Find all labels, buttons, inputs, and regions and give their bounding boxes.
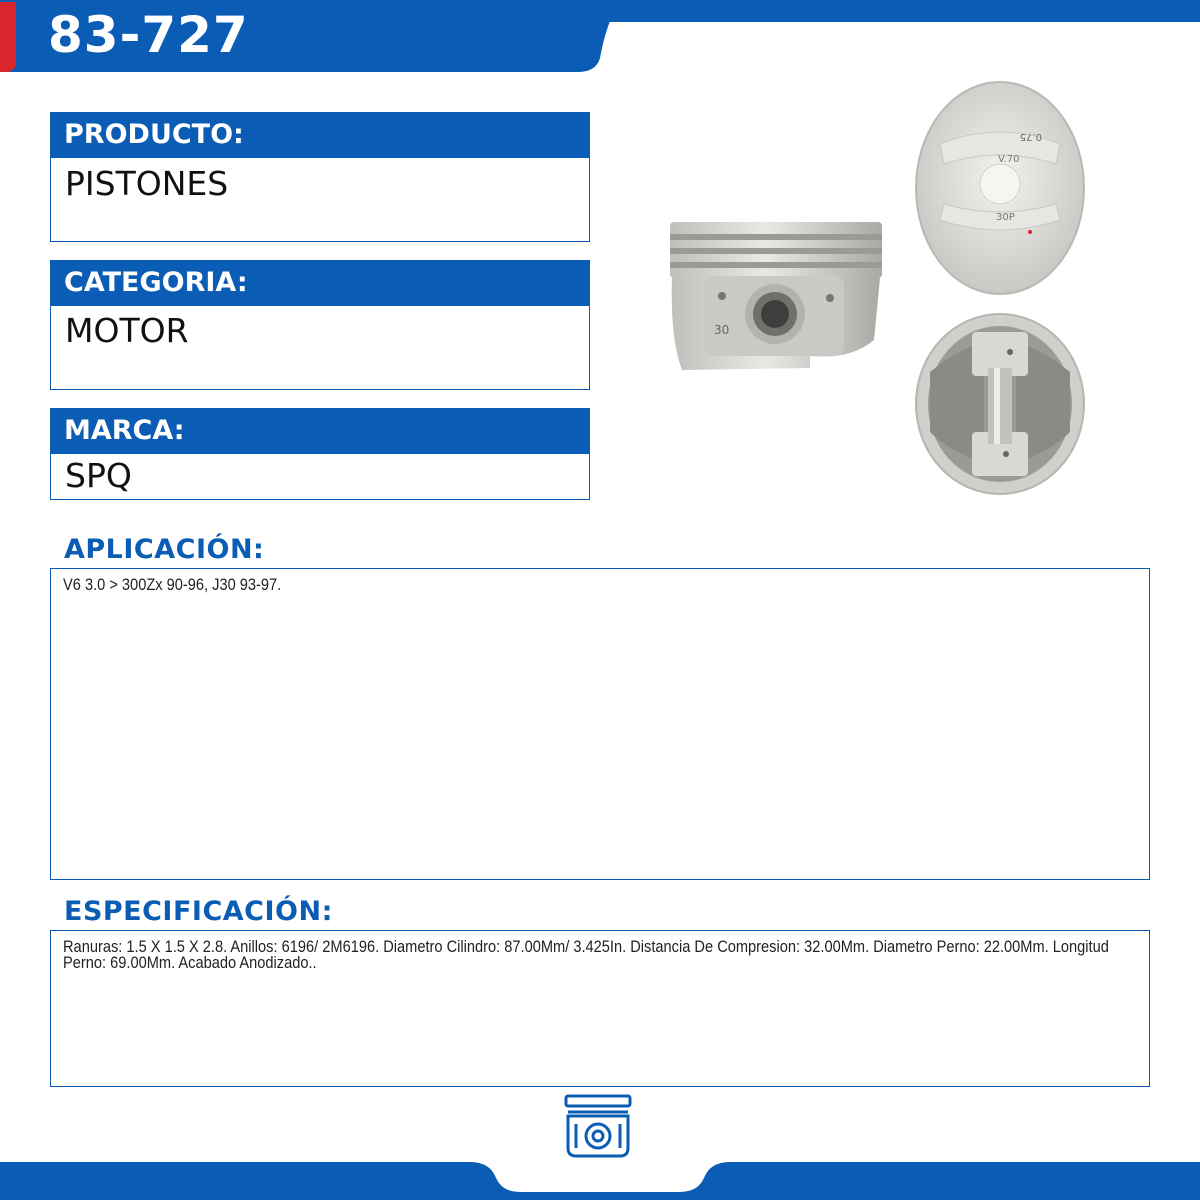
producto-value: PISTONES [50,158,590,242]
piston-icon [560,1092,636,1162]
especificacion-title: ESPECIFICACIÓN: [64,896,333,927]
piston-side-photo [660,210,890,375]
marca-value: SPQ [50,454,590,500]
top-mark-1: 0.75 [1019,131,1042,142]
piston-top-photo [910,80,1090,300]
categoria-field [50,260,590,390]
aplicacion-text: V6 3.0 > 300Zx 90-96, J30 93-97. [63,575,282,594]
marca-label: MARCA: [50,408,590,454]
part-number-title: 83-727 [48,6,249,64]
aplicacion-box [50,568,1150,880]
especificacion-text: Ranuras: 1.5 X 1.5 X 2.8. Anillos: 6196/ 2M6196. Diametro Cilindro: 87.00Mm/ 3.425In. Distancia De Compresion: 32.00Mm. Diametro Perno: 22.00Mm. Longitud Perno: 69.00Mm. Acabado Anodizado.. [63,937,1109,972]
motor-badge-label: MOTOR [568,1162,632,1180]
piston-bottom-photo [910,312,1090,500]
side-mark: 30 [714,323,730,337]
categoria-value: MOTOR [50,306,590,390]
especificacion-box [50,930,1150,1087]
producto-label: PRODUCTO: [50,112,590,158]
marca-field [50,408,590,500]
categoria-label: CATEGORIA: [50,260,590,306]
top-mark-3: 30P [996,212,1015,223]
producto-field [50,112,590,242]
aplicacion-title: APLICACIÓN: [64,534,265,565]
top-mark-2: V.70 [998,154,1020,165]
